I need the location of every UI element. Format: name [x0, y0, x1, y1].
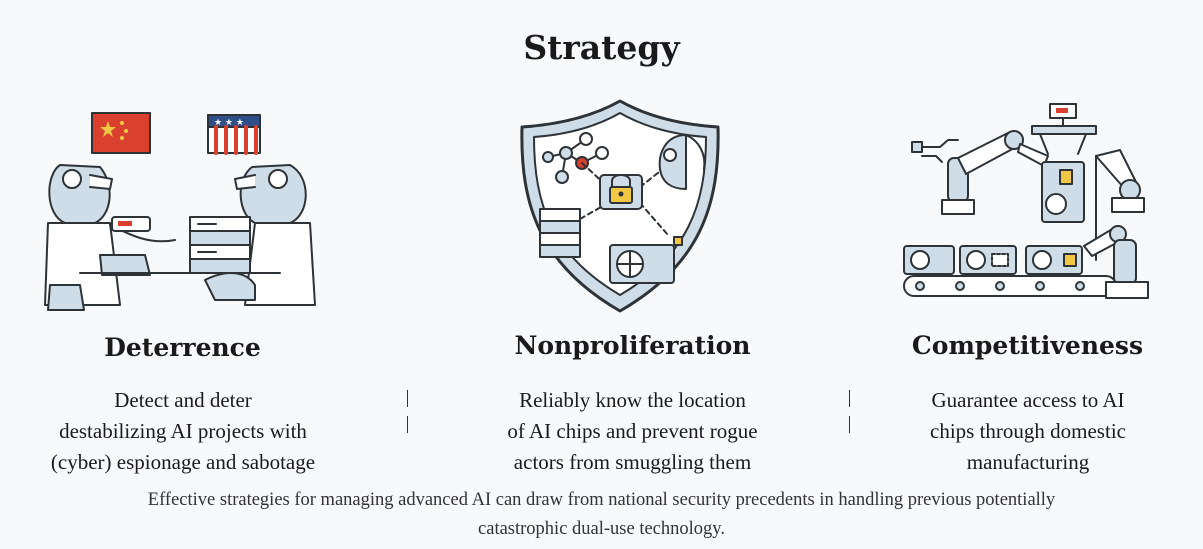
separator-right: [849, 416, 850, 433]
gripper-icon: [1032, 104, 1096, 154]
figure-caption: [40, 486, 1163, 544]
deterrence-heading: Deterrence: [104, 333, 261, 362]
padlock-icon: [600, 175, 642, 209]
server-stack-icon: [190, 217, 250, 273]
description-line: actors from smuggling them: [513, 450, 752, 474]
description-line: Detect and deter: [114, 388, 252, 412]
gpu-card-icon: [904, 246, 1082, 274]
chip-factory-illustration: [900, 100, 1160, 310]
page-title: Strategy: [523, 28, 680, 67]
caption-line: Effective strategies for managing advanced AI can draw from national security precedents in handling previous potentially: [147, 490, 1056, 510]
left-robot-arm-icon: [942, 131, 1048, 214]
server-stack-icon: [540, 209, 580, 257]
description-line: Guarantee access to AI: [931, 388, 1125, 412]
nonproliferation-description: [465, 385, 800, 478]
conveyor-belt-icon: [904, 276, 1116, 296]
caption-line: catastrophic dual-use technology.: [478, 519, 725, 539]
usa-flag-icon: [208, 115, 260, 153]
description-line: chips through domestic: [930, 419, 1126, 443]
description-line: (cyber) espionage and sabotage: [50, 450, 316, 474]
nonproliferation-heading: Nonproliferation: [514, 331, 751, 360]
separator-left: [407, 390, 408, 407]
description-line: of AI chips and prevent rogue: [507, 419, 758, 443]
description-line: Reliably know the location: [519, 388, 746, 412]
separator-right: [849, 390, 850, 407]
competitiveness-description: [893, 385, 1163, 478]
description-line: manufacturing: [966, 450, 1090, 474]
deterrence-description: [18, 385, 348, 478]
svg-text:★ ★ ★: ★ ★ ★: [214, 118, 244, 128]
left-robot-icon: [45, 165, 175, 310]
chip-icon: [1042, 162, 1084, 222]
robots-espionage-illustration: [40, 105, 320, 320]
description-line: destabilizing AI projects with: [59, 419, 307, 443]
competitiveness-heading: Competitiveness: [911, 331, 1144, 360]
shield-lock-illustration: [510, 95, 730, 320]
china-flag-icon: [92, 113, 150, 153]
separator-left: [407, 416, 408, 433]
